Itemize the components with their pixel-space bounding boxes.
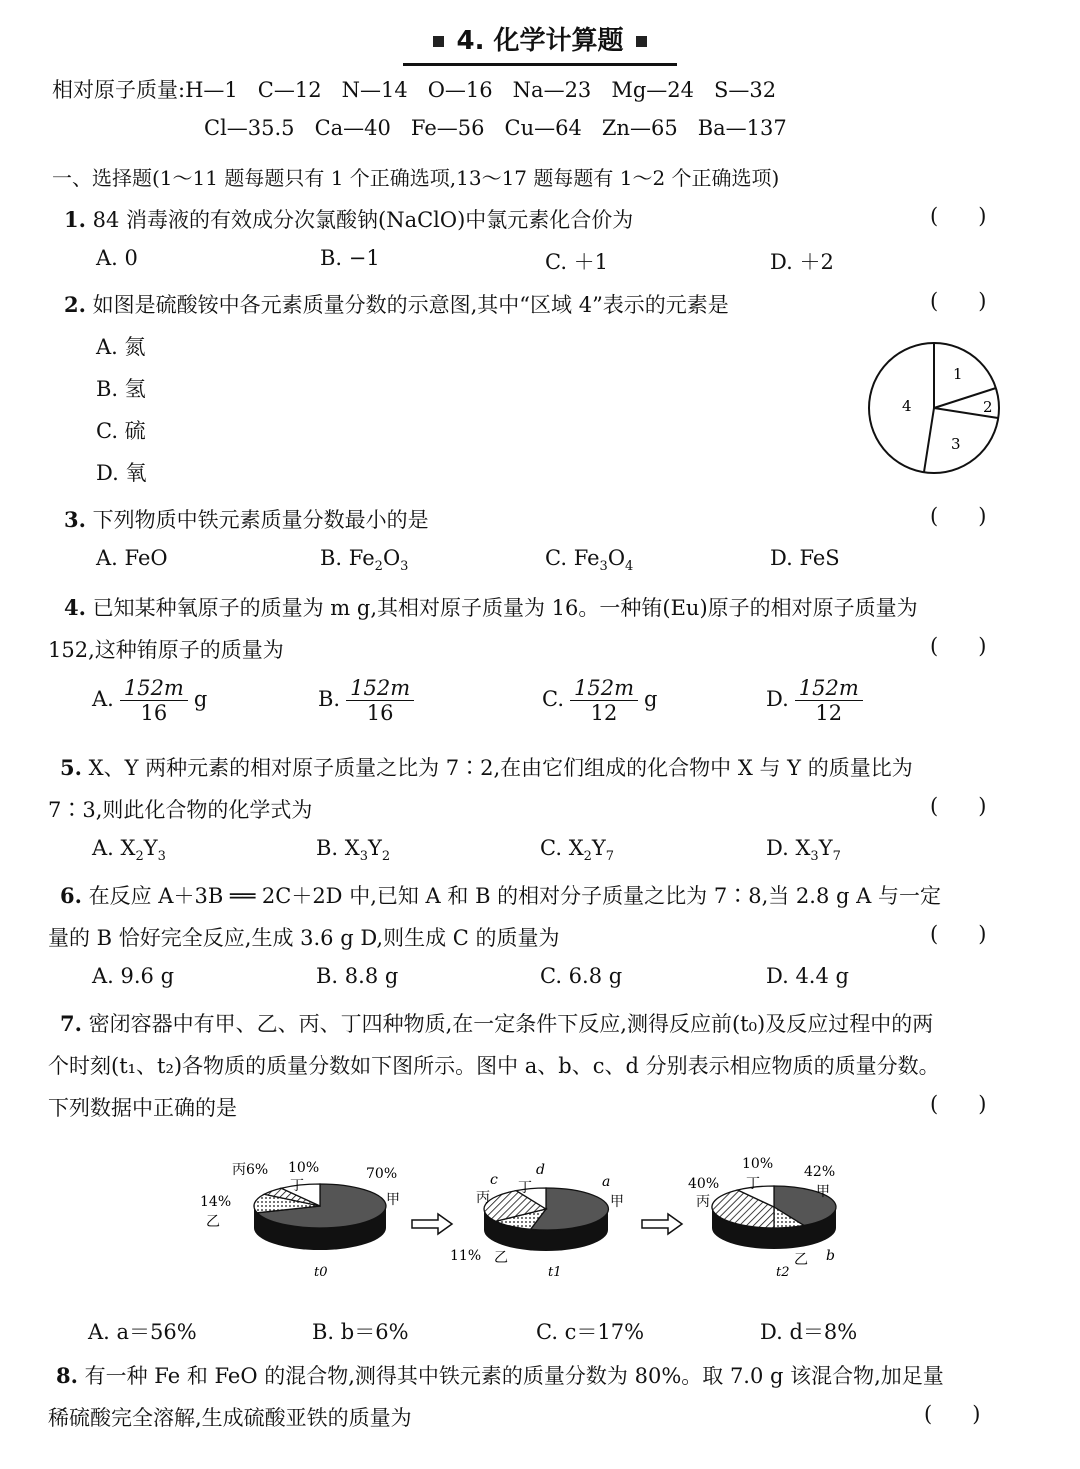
q6-option-c[interactable]: C. 6.8 g (540, 964, 623, 988)
pie-chart-t1 (450, 1162, 624, 1280)
q6-option-b[interactable]: B. 8.8 g (316, 964, 399, 988)
page-title: 4. 化学计算题 (0, 20, 1080, 66)
pie-t2-caption: t2 (776, 1265, 790, 1280)
arrow-right-icon (412, 1214, 452, 1234)
pie-t2-bing-value: 40% (688, 1176, 720, 1192)
pie-chart-t0 (200, 1160, 400, 1280)
pie-t1-bing-name: 丙 (476, 1190, 490, 1206)
question-7-line-2: 个时刻(t₁、t₂)各物质的质量分数如下图所示。图中 a、b、c、d 分别表示相应物质的质量分数。 (48, 1054, 940, 1078)
pie-t0-yi-value: 14% (200, 1194, 232, 1210)
pie-t2-ding-value: 10% (742, 1156, 774, 1172)
pie-t1-ding-value: d (536, 1162, 545, 1178)
q5-option-d[interactable]: D. $X_3Y_7$ (766, 836, 841, 865)
pie-t1-yi-value: 11% (450, 1248, 482, 1264)
answer-blank-7[interactable]: ( ) (930, 1092, 987, 1116)
pie-t2-bing-name: 丙 (696, 1194, 710, 1210)
pie-divider-4 (924, 408, 934, 472)
q3-option-a[interactable]: A. FeO (96, 546, 168, 570)
q1-option-d[interactable]: D. ＋2 (770, 250, 834, 274)
q3-option-d[interactable]: D. FeS (770, 546, 840, 570)
pie-label-4: 4 (902, 397, 912, 415)
q5-option-a[interactable]: A. $X_2Y_3$ (92, 836, 166, 865)
q7-option-b[interactable]: B. b＝6% (312, 1320, 409, 1344)
q3-option-b[interactable]: B. $Fe_2O_3$ (320, 546, 409, 575)
answer-blank-3[interactable]: ( ) (930, 504, 987, 528)
q7-option-d[interactable]: D. d＝8% (760, 1320, 858, 1344)
pie-t2-jia-value: 42% (804, 1164, 836, 1180)
atomic-masses-line-2: Cl—35.5 Ca—40 Fe—56 Cu—64 Zn—65 Ba—137 (204, 116, 787, 140)
pie-t0-ding-name: 丁 (290, 1178, 304, 1194)
pie-label-1: 1 (953, 365, 963, 383)
question-4-line-2: 152,这种铕原子的质量为 (48, 638, 284, 662)
q2-option-c[interactable]: C. 硫 (96, 419, 146, 443)
answer-blank-5[interactable]: ( ) (930, 794, 987, 818)
answer-blank-6[interactable]: ( ) (930, 922, 987, 946)
pie-t0-slices (254, 1184, 386, 1228)
question-3: 3. 下列物质中铁元素质量分数最小的是 (64, 507, 429, 532)
q2-pie-diagram (862, 332, 1008, 484)
q1-option-b[interactable]: B. −1 (320, 246, 380, 270)
pie-t0-bing-label: 丙6% (232, 1162, 269, 1178)
question-5-line-2: 7∶3,则此化合物的化学式为 (48, 798, 313, 822)
question-8-line-2: 稀硫酸完全溶解,生成硫酸亚铁的质量为 (48, 1406, 412, 1430)
answer-blank-4[interactable]: ( ) (930, 634, 987, 658)
pie-t0-ding-value: 10% (288, 1160, 320, 1176)
pie-t0-jia-name: 甲 (386, 1192, 400, 1208)
q3-option-c[interactable]: C. $Fe_3O_4$ (545, 546, 634, 575)
pie-t1-jia-value: a (602, 1174, 611, 1190)
pie-t1-jia-name: 甲 (610, 1194, 624, 1210)
pie-chart-t2 (688, 1156, 836, 1280)
pie-t0-yi-name: 乙 (206, 1214, 220, 1230)
pie-t0-jia-value: 70% (366, 1166, 398, 1182)
answer-blank-8[interactable]: ( ) (924, 1402, 981, 1426)
q5-option-b[interactable]: B. $X_3Y_2$ (316, 836, 391, 865)
question-4-line-1: 4. 已知某种氧原子的质量为 m g,其相对原子质量为 16。一种铕(Eu)原子的相对原子质量为 (64, 595, 918, 620)
q5-option-c[interactable]: C. $X_2Y_7$ (540, 836, 615, 865)
q1-option-c[interactable]: C. ＋1 (545, 250, 609, 274)
pie-t1-bing-value: c (490, 1172, 498, 1188)
question-1: 1. 84 消毒液的有效成分次氯酸钠(NaClO)中氯元素化合价为 (64, 207, 634, 232)
question-5-line-1: 5. X、Y 两种元素的相对原子质量之比为 7∶2,在由它们组成的化合物中 X 与 Y 的质量比为 (60, 755, 913, 780)
question-6-line-2: 量的 B 恰好完全反应,生成 3.6 g D,则生成 C 的质量为 (48, 926, 560, 950)
q2-option-d[interactable]: D. 氧 (96, 461, 147, 485)
q7-option-c[interactable]: C. c＝17% (536, 1320, 645, 1344)
section-heading: 一、选择题(1～11 题每题只有 1 个正确选项,13～17 题每题有 1～2 个正确选项) (52, 166, 780, 190)
q1-option-a[interactable]: A. 0 (96, 246, 138, 270)
pie-label-2: 2 (983, 398, 993, 416)
q4-option-d[interactable]: D. $\frac{152m}{12}$ (766, 676, 869, 725)
pie-t0-caption: t0 (314, 1265, 328, 1280)
pie-t1-ding-name: 丁 (518, 1180, 532, 1196)
pie-t2-yi-name: 乙 (794, 1252, 808, 1268)
question-6-line-1: 6. 在反应 A＋3B ══ 2C＋2D 中,已知 A 和 B 的相对分子质量之比为 7∶8,当 2.8 g A 与一定 (60, 883, 941, 908)
arrow-right-icon (642, 1214, 682, 1234)
pie-t1-yi-name: 乙 (494, 1250, 508, 1266)
answer-blank-2[interactable]: ( ) (930, 289, 987, 313)
q4-option-b[interactable]: B. $\frac{152m}{16}$ (318, 676, 420, 725)
atomic-masses-line-1: 相对原子质量:H—1 C—12 N—14 O—16 Na—23 Mg—24 S—32 (52, 78, 777, 102)
question-7-line-3: 下列数据中正确的是 (48, 1096, 237, 1120)
q7-option-a[interactable]: A. a＝56% (88, 1320, 197, 1344)
pie-t1-caption: t1 (548, 1265, 562, 1280)
pie-label-3: 3 (951, 435, 961, 453)
q4-option-a[interactable]: A. $\frac{152m}{16}$ g (92, 676, 208, 726)
q4-option-c[interactable]: C. $\frac{152m}{12}$ g (542, 676, 658, 726)
question-2: 2. 如图是硫酸铵中各元素质量分数的示意图,其中“区域 4”表示的元素是 (64, 292, 729, 317)
pie-t1-slices (484, 1188, 608, 1230)
pie-t2-ding-name: 丁 (746, 1176, 760, 1192)
q7-pie-charts (180, 1148, 900, 1288)
q6-option-d[interactable]: D. 4.4 g (766, 964, 849, 988)
question-8-line-1: 8. 有一种 Fe 和 FeO 的混合物,测得其中铁元素的质量分数为 80%。取 7.0 g 该混合物,加足量 (56, 1363, 944, 1388)
square-bullet-icon (636, 36, 647, 47)
q2-option-a[interactable]: A. 氮 (96, 335, 146, 359)
answer-blank-1[interactable]: ( ) (930, 204, 987, 228)
question-7-line-1: 7. 密闭容器中有甲、乙、丙、丁四种物质,在一定条件下反应,测得反应前(t₀)及反应过程中的两 (60, 1011, 934, 1036)
pie-t2-jia-name: 甲 (816, 1184, 830, 1200)
q2-option-b[interactable]: B. 氢 (96, 377, 146, 401)
q6-option-a[interactable]: A. 9.6 g (92, 964, 175, 988)
square-bullet-icon (433, 36, 444, 47)
pie-t2-yi-value: b (826, 1248, 835, 1264)
